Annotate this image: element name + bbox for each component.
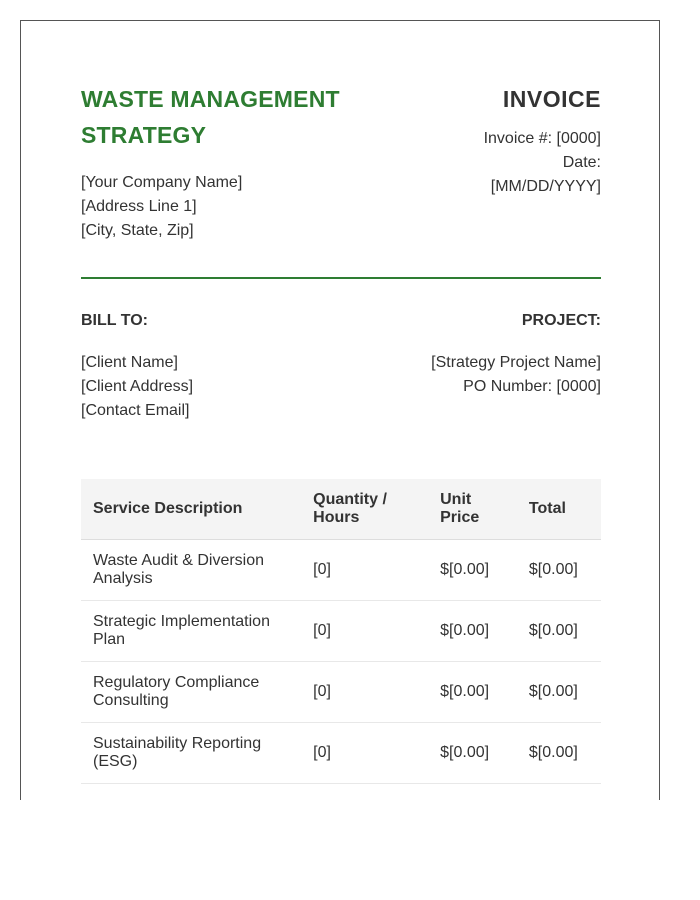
- invoice-page: [20, 20, 660, 800]
- client-address: [Client Address]: [81, 378, 194, 395]
- row-description: [81, 601, 301, 662]
- project-block: [431, 311, 601, 399]
- bill-to-details: [81, 351, 193, 423]
- invoice-content: [81, 81, 601, 784]
- header-service-description-text: Service Description: [93, 500, 243, 517]
- row-total: $[0.00]: [517, 540, 601, 601]
- header-quantity-hours: [301, 479, 428, 540]
- project-label: PROJECT:: [521, 312, 601, 329]
- invoice-header: [81, 81, 601, 277]
- header-unit-price: [428, 479, 517, 540]
- row-quantity: [0]: [301, 723, 428, 784]
- row-description-line-2: Analysis: [93, 570, 153, 587]
- invoice-title: INVOICE: [502, 86, 601, 112]
- header-unit-price-line-1: Unit: [440, 491, 472, 508]
- table-header-row: [81, 479, 601, 540]
- project-name: [Strategy Project Name]: [431, 354, 601, 371]
- services-table-header: [81, 479, 601, 540]
- row-total: $[0.00]: [517, 662, 601, 723]
- services-table-body: [81, 540, 601, 784]
- row-unit-price: $[0.00]: [428, 723, 517, 784]
- row-description-line-2: (ESG): [93, 753, 138, 770]
- row-quantity: [0]: [301, 662, 428, 723]
- document-title: [81, 81, 381, 153]
- parties-section: [81, 279, 601, 479]
- header-service-description: [81, 479, 301, 540]
- table-row: [81, 662, 601, 723]
- invoice-date-value: [MM/DD/YYYY]: [490, 178, 601, 195]
- invoice-info-block: [401, 81, 601, 199]
- row-unit-price: $[0.00]: [428, 662, 517, 723]
- document-title-line-2: STRATEGY: [81, 122, 207, 148]
- header-quantity-line-2: Hours: [313, 509, 360, 526]
- invoice-date-label: Date:: [562, 154, 601, 171]
- header-total: [517, 479, 601, 540]
- row-unit-price: $[0.00]: [428, 601, 517, 662]
- document-title-line-1: WASTE MANAGEMENT: [81, 86, 340, 112]
- row-description-line-2: Consulting: [93, 692, 169, 709]
- bill-to-block: [81, 311, 193, 423]
- row-description: [81, 540, 301, 601]
- company-address-line-1: [Address Line 1]: [81, 198, 197, 215]
- header-total-text: Total: [528, 500, 566, 517]
- table-row: [81, 723, 601, 784]
- client-contact-email: [Contact Email]: [81, 402, 190, 419]
- company-address: [81, 171, 381, 243]
- table-row: [81, 601, 601, 662]
- row-description-line-1: Waste Audit & Diversion: [93, 552, 265, 569]
- row-description: [81, 723, 301, 784]
- header-quantity-line-1: Quantity /: [313, 491, 387, 508]
- row-description-line-1: Strategic Implementation: [93, 613, 270, 630]
- row-quantity: [0]: [301, 540, 428, 601]
- po-number: PO Number: [0000]: [463, 378, 601, 395]
- header-unit-price-line-2: Price: [440, 509, 480, 526]
- company-city-state-zip: [City, State, Zip]: [81, 222, 194, 239]
- invoice-meta: [401, 127, 601, 199]
- bill-to-label: BILL TO:: [81, 312, 148, 329]
- company-block: [81, 81, 381, 243]
- client-name: [Client Name]: [81, 354, 178, 371]
- row-unit-price: $[0.00]: [428, 540, 517, 601]
- row-quantity: [0]: [301, 601, 428, 662]
- row-description-line-2: Plan: [93, 631, 126, 648]
- invoice-number: Invoice #: [0000]: [483, 130, 601, 147]
- company-name: [Your Company Name]: [81, 174, 243, 191]
- project-details: [431, 351, 601, 399]
- row-total: $[0.00]: [517, 601, 601, 662]
- row-total: $[0.00]: [517, 723, 601, 784]
- row-description-line-1: Regulatory Compliance: [93, 674, 260, 691]
- table-row: [81, 540, 601, 601]
- services-table: [81, 479, 601, 784]
- row-description: [81, 662, 301, 723]
- row-description-line-1: Sustainability Reporting: [93, 735, 262, 752]
